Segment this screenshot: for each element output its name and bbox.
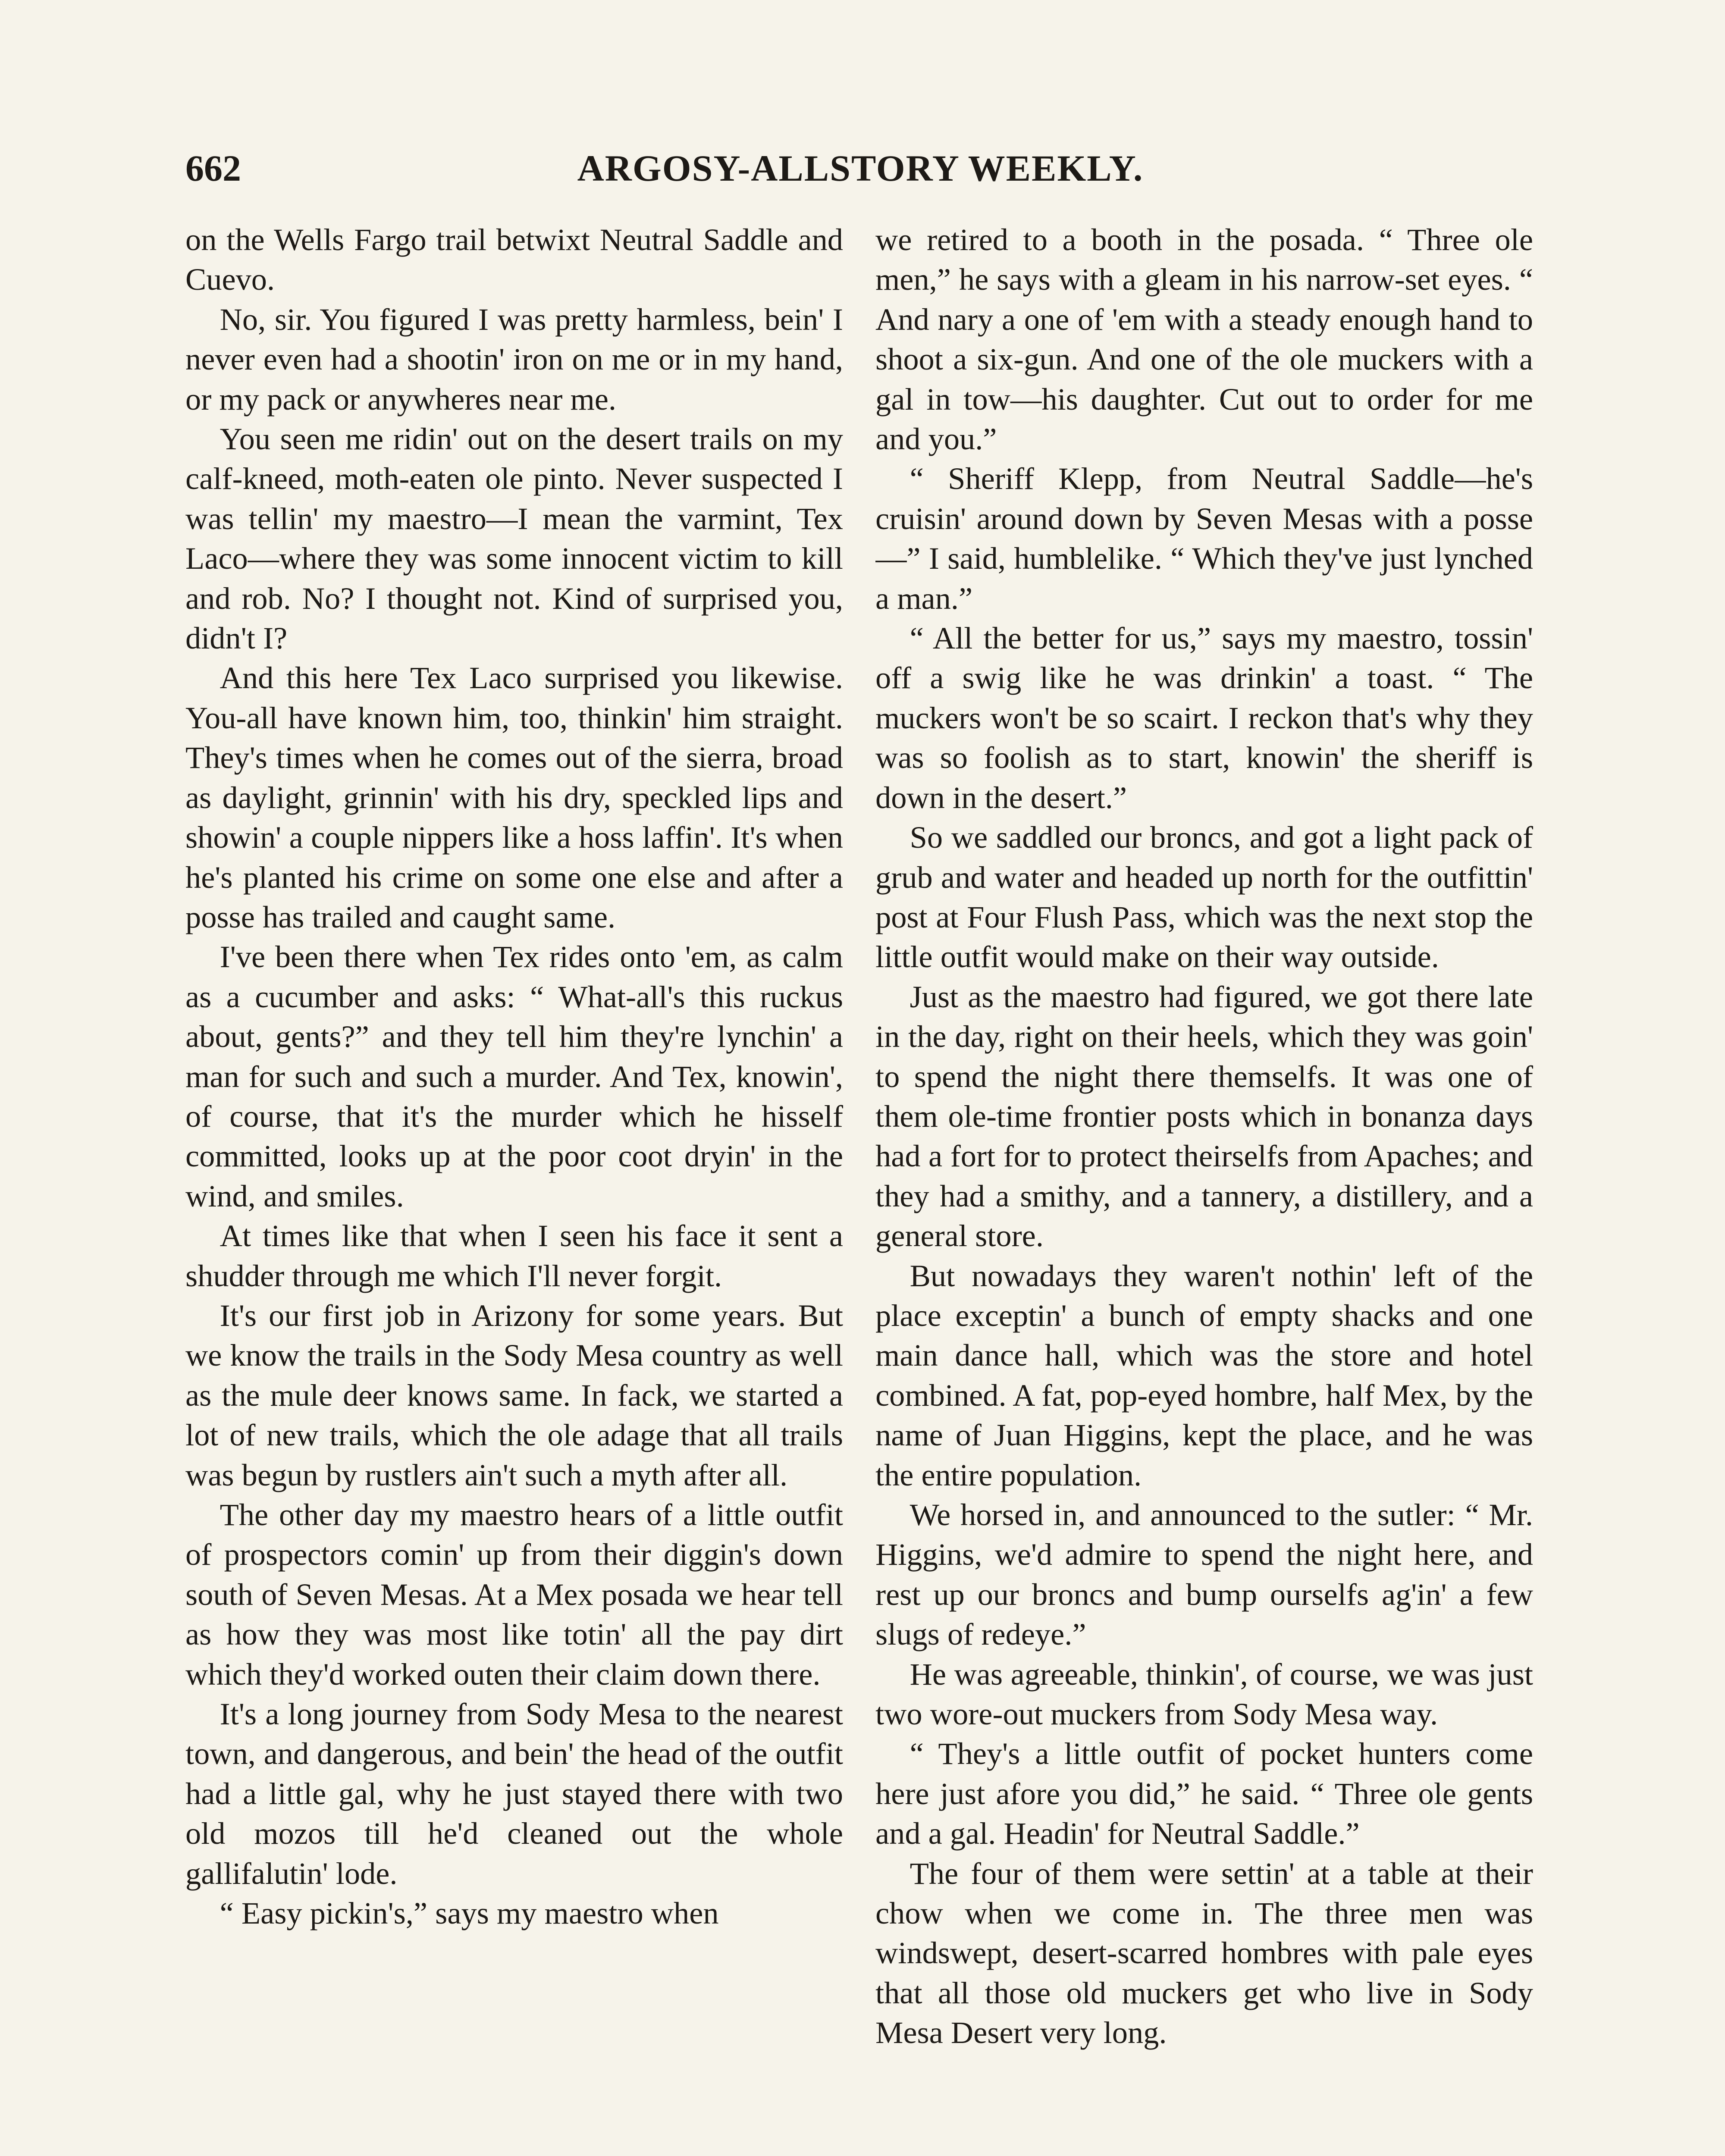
paragraph: So we saddled our broncs, and got a light pack of grub and water and headed up north for the outfittin' post at Four Flush Pass, which was the next stop the little outfit would make on their way outside. [875, 820, 1533, 975]
paragraph: At times like that when I seen his face it sent a shudder through me which I'll never forgit. [185, 1218, 843, 1293]
left-column [185, 220, 843, 2156]
paragraph: The other day my maestro hears of a little outfit of prospectors comin' up from their diggin's down south of Seven Mesas. At a Mex posada we hear tell as how they was most like totin' all the pay dirt which they'd worked outen their claim down there. [185, 1497, 843, 1692]
paragraph: Just as the maestro had figured, we got there late in the day, right on their heels, which they was goin' to spend the night there themselfs. It was one of them ole-time frontier posts which in bonanza days had a fort for to protect theirselfs from Apaches; and they had a smithy, and a tannery, a distillery, and a general store. [875, 979, 1533, 1253]
paragraph: We horsed in, and announced to the sutler: “ Mr. Higgins, we'd admire to spend the night here, and rest up our broncs and bump ourselfs ag'in' a few slugs of redeye.” [875, 1497, 1533, 1652]
paragraph: It's our first job in Arizony for some years. But we know the trails in the Sody Mesa country as well as the mule deer knows same. In fack, we started a lot of new trails, which the ole adage that all trails was begun by rustlers ain't such a myth after all. [185, 1297, 843, 1492]
paragraph: “ All the better for us,” says my maestro, tossin' off a swig like he was drinkin' a toast. “ The muckers won't be so scairt. I reckon that's why they was so foolish as to start, knowin' the sheriff is down in the desert.” [875, 620, 1533, 815]
paragraph: But nowadays they waren't nothin' left of the place exceptin' a bunch of empty shacks and one main dance hall, which was the store and hotel combined. A fat, pop-eyed hombre, half Mex, by the name of Juan Higgins, kept the place, and he was the entire population. [875, 1258, 1533, 1492]
paragraph: No, sir. You figured I was pretty harmless, bein' I never even had a shootin' iron on me or in my hand, or my pack or anywheres near me. [185, 301, 843, 417]
paragraph: You seen me ridin' out on the desert trails on my calf-kneed, moth-eaten ole pinto. Never suspected I was tellin' my maestro—I mean the varmint, Tex Laco—where they was some innocent victim to kill and rob. No? I thought not. Kind of surprised you, didn't I? [185, 421, 843, 656]
paragraph: It's a long journey from Sody Mesa to the nearest town, and dangerous, and bein' the head of the outfit had a little gal, why he just stayed there with two old mozos till he'd cleaned out the whole gallifalutin' lode. [185, 1696, 843, 1891]
paragraph: “ They's a little outfit of pocket hunters come here just afore you did,” he said. “ Three ole gents and a gal. Headin' for Neutral Saddle.” [875, 1736, 1533, 1851]
page-number: 662 [185, 147, 241, 189]
paragraph: I've been there when Tex rides onto 'em, as calm as a cucumber and asks: “ What-all's this ruckus about, gents?” and they tell him they're lynchin' a man for such and such a murder. And Tex, knowin', of course, that it's the murder which he hisself committed, looks up at the poor coot dryin' in the wind, and smiles. [185, 939, 843, 1213]
paragraph: The four of them were settin' at a table at their chow when we come in. The three men was windswept, desert-scarred hombres with pale eyes that all those old muckers get who live in Sody Mesa Desert very long. [875, 1855, 1533, 2050]
paragraph: He was agreeable, thinkin', of course, we was just two wore-out muckers from Sody Mesa way. [875, 1656, 1533, 1732]
page-header [185, 142, 1535, 194]
right-column [875, 220, 1533, 2156]
paragraph: “ Easy pickin's,” says my maestro when [220, 1896, 719, 1931]
paragraph: “ Sheriff Klepp, from Neutral Saddle—he's cruisin' around down by Seven Mesas with a posse—” I said, humblelike. “ Which they've just lynched a man.” [875, 461, 1533, 616]
paragraph: we retired to a booth in the posada. “ Three ole men,” he says with a gleam in his narrow-set eyes. “ And nary a one of 'em with a steady enough hand to shoot a six-gun. And one of the ole muckers with a gal in tow—his daughter. Cut out to order for me and you.” [875, 222, 1533, 457]
paragraph: on the Wells Fargo trail betwixt Neutral Saddle and Cuevo. [185, 222, 843, 297]
paragraph: And this here Tex Laco surprised you likewise. You-all have known him, too, thinkin' him straight. They's times when he comes out of the sierra, broad as daylight, grinnin' with his dry, speckled lips and showin' a couple nippers like a hoss laffin'. It's when he's planted his crime on some one else and after a posse has trailed and caught same. [185, 660, 843, 934]
running-head: ARGOSY-ALLSTORY WEEKLY. [577, 147, 1144, 189]
